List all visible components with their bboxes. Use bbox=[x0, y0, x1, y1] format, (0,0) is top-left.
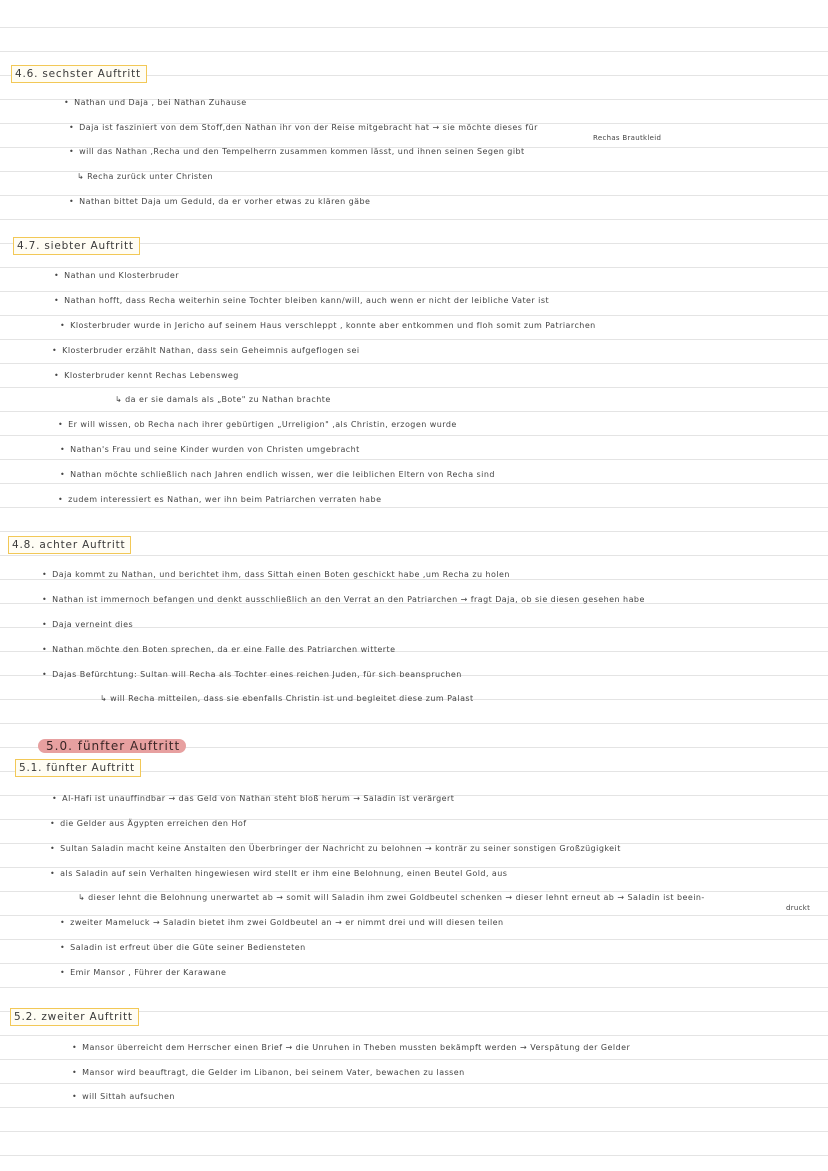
bullet-icon: • bbox=[72, 1068, 78, 1077]
bullet-icon: • bbox=[58, 495, 64, 504]
bullet-icon: • bbox=[50, 869, 56, 878]
bullet-icon: • bbox=[72, 1092, 78, 1101]
note-text: Saladin ist erfreut über die Güte seiner Bediensteten bbox=[70, 943, 306, 952]
bullet-icon: • bbox=[60, 445, 66, 454]
note-line bbox=[60, 469, 495, 480]
note-text: Daja ist fasziniert von dem Stoff,den Nathan ihr von der Reise mitgebracht hat → sie möchte dieses für bbox=[79, 123, 538, 132]
section-heading-5-1: 5.1. fünfter Auftritt bbox=[15, 759, 141, 777]
note-line bbox=[42, 619, 133, 630]
bullet-icon: • bbox=[60, 968, 66, 977]
note-line bbox=[60, 320, 596, 331]
note-continuation: druckt bbox=[786, 904, 811, 912]
note-line bbox=[72, 1042, 630, 1053]
section-heading-4-8: 4.8. achter Auftritt bbox=[8, 536, 131, 554]
note-text: Nathan und Klosterbruder bbox=[64, 271, 179, 280]
note-text: Nathan hofft, dass Recha weiterhin seine Tochter bleiben kann/will, auch wenn er nicht der leibliche Vater ist bbox=[64, 296, 550, 305]
note-line bbox=[60, 444, 360, 455]
note-line bbox=[72, 1067, 465, 1078]
note-line bbox=[69, 146, 525, 157]
note-line bbox=[50, 868, 507, 879]
note-text: Nathan möchte schließlich nach Jahren endlich wissen, wer die leiblichen Eltern von Recha sind bbox=[70, 470, 495, 479]
note-line bbox=[54, 295, 549, 306]
note-text: will Sittah aufsuchen bbox=[82, 1092, 175, 1101]
note-text: Nathan bittet Daja um Geduld, da er vorher etwas zu klären gäbe bbox=[79, 197, 371, 206]
act-heading-5: 5.0. fünfter Auftritt bbox=[38, 739, 186, 753]
note-line bbox=[115, 394, 331, 405]
note-text: Nathan ist immernoch befangen und denkt ausschließlich an den Verrat an den Patriarchen → fragt Daja, ob sie diesen gesehen habe bbox=[52, 595, 645, 604]
note-line bbox=[42, 669, 462, 680]
note-text: Klosterbruder kennt Rechas Lebensweg bbox=[64, 371, 239, 380]
note-text: Emir Mansor , Führer der Karawane bbox=[70, 968, 227, 977]
note-text: Dajas Befürchtung: Sultan will Recha als Tochter eines reichen Juden, für sich beanspruchen bbox=[52, 670, 462, 679]
bullet-icon: • bbox=[42, 670, 48, 679]
note-line bbox=[42, 644, 395, 655]
bullet-icon: • bbox=[42, 620, 48, 629]
note-line bbox=[60, 942, 306, 953]
bullet-icon: • bbox=[50, 844, 56, 853]
bullet-icon: • bbox=[52, 794, 58, 803]
note-text: Nathan's Frau und seine Kinder wurden von Christen umgebracht bbox=[70, 445, 360, 454]
note-text: Al-Hafi ist unauffindbar → das Geld von Nathan steht bloß herum → Saladin ist verärgert bbox=[62, 794, 455, 803]
note-line bbox=[58, 494, 381, 505]
note-line bbox=[64, 97, 247, 108]
note-text: Mansor überreicht dem Herrscher einen Brief → die Unruhen in Theben mussten bekämpft werden → Verspätung der Gelder bbox=[82, 1043, 631, 1052]
bullet-icon: • bbox=[42, 595, 48, 604]
note-text: Sultan Saladin macht keine Anstalten den Überbringer der Nachricht zu belohnen → konträr zu seiner sonstigen Großzügigkeit bbox=[60, 844, 621, 853]
section-heading-4-7: 4.7. siebter Auftritt bbox=[13, 237, 140, 255]
note-line bbox=[42, 569, 510, 580]
bullet-icon: • bbox=[60, 918, 66, 927]
note-line bbox=[69, 122, 538, 133]
section-heading-5-2: 5.2. zweiter Auftritt bbox=[10, 1008, 139, 1026]
note-text: Er will wissen, ob Recha nach ihrer gebürtigen „Urreligion" ,als Christin, erzogen wurde bbox=[68, 420, 457, 429]
note-text: Daja kommt zu Nathan, und berichtet ihm, dass Sittah einen Boten geschickt habe ,um Recha zu holen bbox=[52, 570, 510, 579]
note-line bbox=[72, 1091, 175, 1102]
note-line bbox=[78, 892, 705, 903]
note-line bbox=[50, 843, 621, 854]
note-continuation: Rechas Brautkleid bbox=[593, 134, 662, 142]
note-text: ↳ Recha zurück unter Christen bbox=[77, 172, 214, 181]
note-line bbox=[100, 693, 474, 704]
bullet-icon: • bbox=[42, 570, 48, 579]
bullet-icon: • bbox=[64, 98, 70, 107]
bullet-icon: • bbox=[50, 819, 56, 828]
note-text: will das Nathan ,Recha und den Tempelherrn zusammen kommen lässt, und ihnen seinen Segen gibt bbox=[79, 147, 525, 156]
note-text: Nathan möchte den Boten sprechen, da er eine Falle des Patriarchen witterte bbox=[52, 645, 396, 654]
bullet-icon: • bbox=[69, 123, 75, 132]
note-text: als Saladin auf sein Verhalten hingewiesen wird stellt er ihm eine Belohnung, einen Beutel Gold, aus bbox=[60, 869, 508, 878]
note-text: Klosterbruder wurde in Jericho auf seinem Haus verschleppt , konnte aber entkommen und floh somit zum Patriarchen bbox=[70, 321, 596, 330]
note-line bbox=[54, 270, 179, 281]
note-line bbox=[58, 419, 457, 430]
note-text: Daja verneint dies bbox=[52, 620, 134, 629]
note-line bbox=[42, 594, 645, 605]
note-line bbox=[52, 345, 360, 356]
bullet-icon: • bbox=[69, 197, 75, 206]
bullet-icon: • bbox=[60, 321, 66, 330]
note-text: ↳ da er sie damals als „Bote" zu Nathan brachte bbox=[115, 395, 331, 404]
note-text: Nathan und Daja , bei Nathan Zuhause bbox=[74, 98, 247, 107]
note-line bbox=[54, 370, 239, 381]
bullet-icon: • bbox=[60, 470, 66, 479]
section-heading-4-6: 4.6. sechster Auftritt bbox=[11, 65, 147, 83]
bullet-icon: • bbox=[52, 346, 58, 355]
note-line bbox=[69, 196, 370, 207]
note-line bbox=[52, 793, 454, 804]
note-line bbox=[50, 818, 247, 829]
bullet-icon: • bbox=[54, 271, 60, 280]
note-text: ↳ dieser lehnt die Belohnung unerwartet ab → somit will Saladin ihm zwei Goldbeutel schenken → dieser lehnt erneut ab → Saladin ist beein- bbox=[78, 893, 705, 902]
bullet-icon: • bbox=[42, 645, 48, 654]
note-line bbox=[77, 171, 213, 182]
bullet-icon: • bbox=[72, 1043, 78, 1052]
bullet-icon: • bbox=[54, 371, 60, 380]
bullet-icon: • bbox=[54, 296, 60, 305]
note-line bbox=[60, 917, 504, 928]
bullet-icon: • bbox=[58, 420, 64, 429]
note-text: die Gelder aus Ägypten erreichen den Hof bbox=[60, 819, 247, 828]
note-text: zudem interessiert es Nathan, wer ihn beim Patriarchen verraten habe bbox=[68, 495, 382, 504]
note-text: Klosterbruder erzählt Nathan, dass sein Geheimnis aufgeflogen sei bbox=[62, 346, 360, 355]
note-text: ↳ will Recha mitteilen, dass sie ebenfalls Christin ist und begleitet diese zum Palast bbox=[100, 694, 474, 703]
note-text: zweiter Mameluck → Saladin bietet ihm zwei Goldbeutel an → er nimmt drei und will diesen teilen bbox=[70, 918, 504, 927]
note-line bbox=[60, 967, 226, 978]
bullet-icon: • bbox=[60, 943, 66, 952]
bullet-icon: • bbox=[69, 147, 75, 156]
note-text: Mansor wird beauftragt, die Gelder im Libanon, bei seinem Vater, bewachen zu lassen bbox=[82, 1068, 465, 1077]
